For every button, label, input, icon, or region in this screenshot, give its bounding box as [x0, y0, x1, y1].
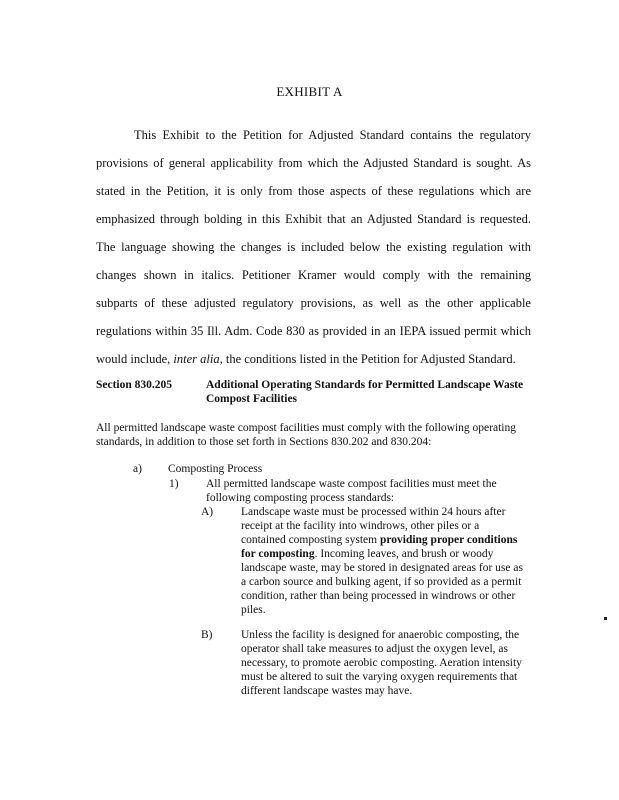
- item-B-text: Unless the facility is designed for anaerobic composting, the operator shall take measures to adjust the oxygen level, as necessary, to promote aerobic composting. Aeration intensity must be altered to suit the varying oxygen requirements that different landscape wastes may have.: [241, 629, 522, 697]
- intro-text-part1: This Exhibit to the Petition for Adjusted Standard contains the regulatory provisions of general applicability from which the Adjusted Standard is sought. As stated in the Petition, it is only from those aspects of these regulations which are emphasized through bolding in this Exhibit that an Adjusted Standard is requested. The language showing the changes is included below the existing regulation with changes shown in italics. Petitioner Kramer would comply with the remaining subparts of these adjusted regulatory provisions, as well as the other applicable regulations within 35 Ill. Adm. Code 830 as provided in an IEPA issued permit which would include,: [96, 128, 531, 366]
- intro-paragraph: [96, 121, 531, 373]
- scan-speck: [604, 617, 607, 620]
- item-A-text-after: . Incoming leaves, and brush or woody landscape waste, may be stored in designated areas for use as a carbon source and bulking agent, if so provided as a permit condition, rather than being processed in windrows or other piles.: [241, 548, 523, 616]
- item-1-text: All permitted landscape waste compost facilities must meet the following composting process standards:: [206, 478, 497, 504]
- item-A-label: A): [201, 506, 214, 518]
- section-number: Section 830.205: [96, 379, 173, 391]
- item-a-label: a): [133, 463, 142, 475]
- lead-paragraph: All permitted landscape waste compost facilities must comply with the following operating standards, in addition to those set forth in Sections 830.202 and 830.204:: [96, 422, 516, 448]
- item-a-text: Composting Process: [168, 463, 263, 475]
- item-1-label: 1): [169, 478, 179, 490]
- item-A-bold: providing proper conditions for composting: [241, 534, 518, 560]
- section-title: Additional Operating Standards for Permitted Landscape Waste Compost Facilities: [206, 379, 524, 405]
- exhibit-title: EXHIBIT A: [276, 84, 343, 99]
- intro-italic: inter alia: [173, 352, 220, 366]
- item-B-label: B): [201, 629, 213, 641]
- item-A-text: [241, 505, 526, 617]
- intro-text-part2: , the conditions listed in the Petition for Adjusted Standard.: [219, 352, 516, 366]
- item-A-text-before: Landscape waste must be processed within 24 hours after receipt at the facility into windrows, other piles or a contained composting system: [241, 506, 506, 546]
